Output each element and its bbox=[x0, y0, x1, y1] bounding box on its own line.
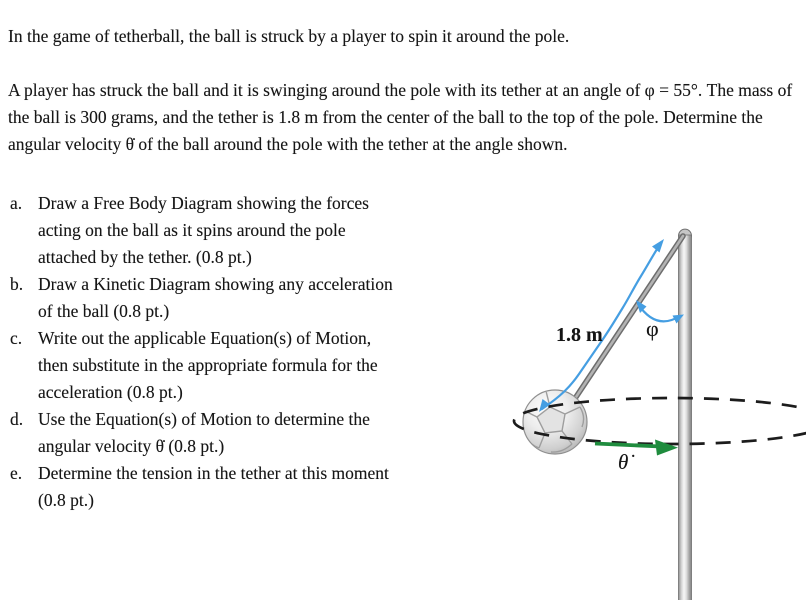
task-text: Write out the applicable Equation(s) of Motion, then substitute in the appropriate formula for the acceleration (0.8 pt.) bbox=[38, 328, 378, 402]
angle-phi-label: φ bbox=[646, 316, 659, 341]
task-item-c bbox=[10, 325, 396, 406]
task-marker: d. bbox=[10, 409, 24, 429]
task-text: Use the Equation(s) of Motion to determine the angular velocity θ̇ (0.8 pt.) bbox=[38, 409, 370, 456]
task-marker: b. bbox=[10, 274, 24, 294]
task-marker: e. bbox=[10, 463, 23, 483]
task-text: Draw a Kinetic Diagram showing any acceleration of the ball (0.8 pt.) bbox=[38, 274, 393, 321]
task-item-b bbox=[10, 271, 396, 325]
theta-dot-label: θ̇ bbox=[618, 450, 629, 474]
task-text: Determine the tension in the tether at this moment (0.8 pt.) bbox=[38, 463, 389, 510]
task-marker: c. bbox=[10, 328, 23, 348]
task-item-a bbox=[10, 190, 396, 271]
intro-paragraph: In the game of tetherball, the ball is struck by a player to spin it around the pole. bbox=[8, 25, 570, 46]
task-item-e bbox=[10, 460, 396, 514]
angular-velocity-arrowhead bbox=[655, 440, 678, 456]
task-item-d bbox=[10, 406, 396, 460]
tether-length-label: 1.8 m bbox=[556, 324, 603, 346]
pole bbox=[679, 235, 692, 600]
tetherball-diagram bbox=[440, 195, 806, 600]
dimension-arrowhead-top bbox=[652, 239, 664, 253]
task-marker: a. bbox=[10, 193, 23, 213]
angular-velocity-arrow bbox=[595, 440, 678, 456]
tether-cord bbox=[576, 236, 683, 397]
problem-statement-paragraph: A player has struck the ball and it is swinging around the pole with its tether at an angle of φ = 55°. The mass of the ball is 300 grams, and the tether is 1.8 m from the center of the ball to the top of the pole. Determine the angular velocity θ̇ of the ball around the pole with the tether at the angle shown. bbox=[8, 79, 793, 154]
task-text: Draw a Free Body Diagram showing the forces acting on the ball as it spins around the pole attached by the tether. (0.8 pt.) bbox=[38, 193, 369, 267]
angle-phi-arc bbox=[636, 300, 684, 324]
task-list bbox=[10, 190, 396, 514]
